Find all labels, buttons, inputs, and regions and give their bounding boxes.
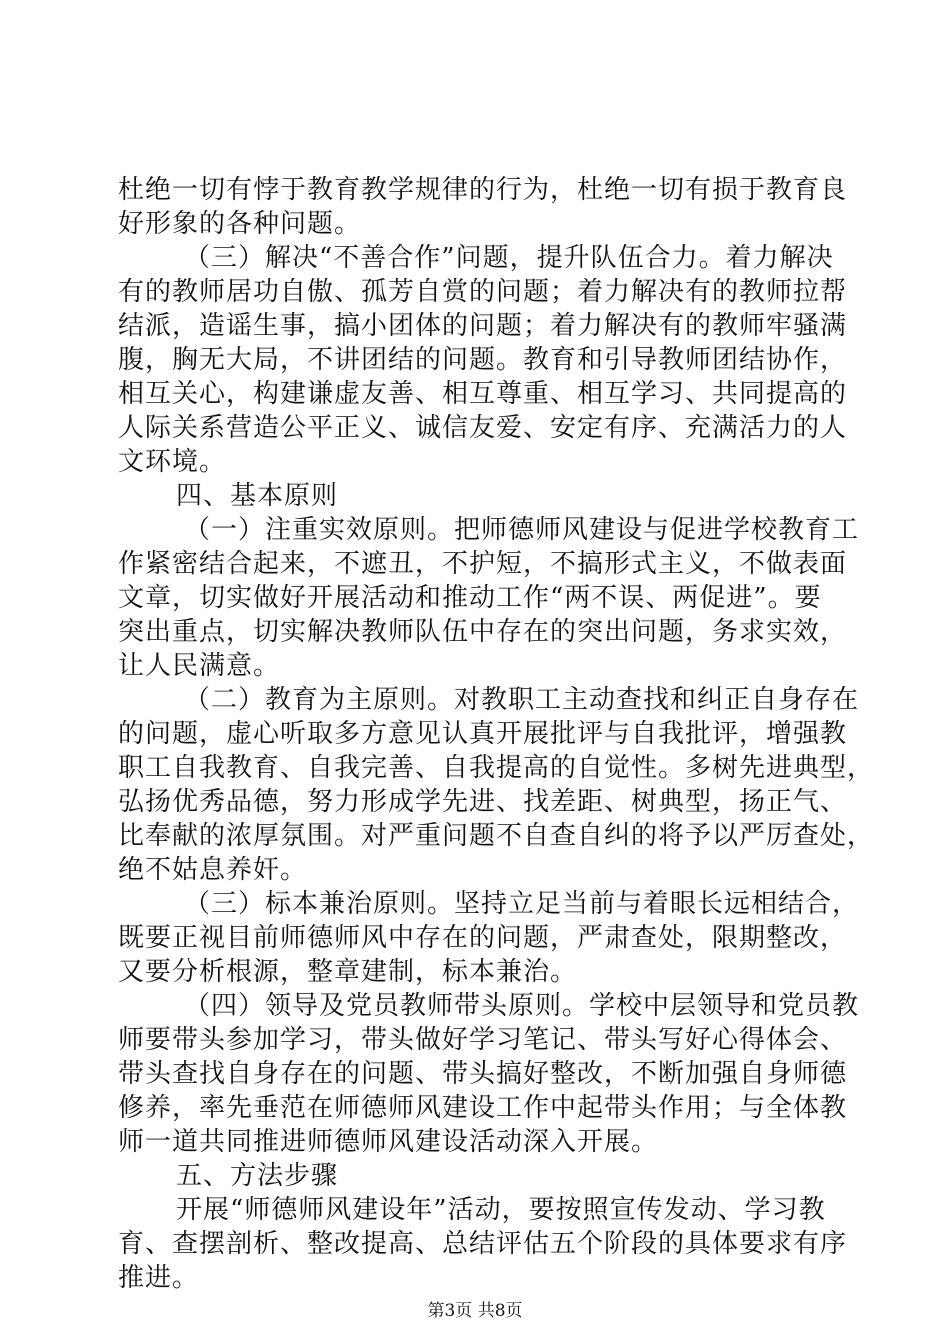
text-line: 文章，切实做好开展活动和推动工作“两不误、两促进”。要 <box>118 583 822 613</box>
text-line: 既要正视目前师德师风中存在的问题，严肃查处，限期整改， <box>118 923 848 953</box>
text-line: 杜绝一切有悖于教育教学规律的行为，杜绝一切有损于教育良 <box>118 175 848 205</box>
text-line: 育、查摆剖析、整改提高、总结评估五个阶段的具体要求有序 <box>118 1229 848 1259</box>
text-line: 师要带头参加学习，带头做好学习笔记、带头写好心得体会、 <box>118 1025 848 1055</box>
text-line: 好形象的各种问题。 <box>118 209 362 239</box>
section-heading: （一）注重实效原则。把师德师风建设与促进学校教育工 <box>184 515 860 545</box>
text-line: 腹，胸无大局，不讲团结的问题。教育和引导教师团结协作， <box>118 345 848 375</box>
page-number-footer: 第3页 共8页 <box>427 1301 523 1321</box>
section-heading: （三）解决“不善合作”问题，提升队伍合力。着力解决 <box>184 243 834 273</box>
text-line: 有的教师居功自傲、孤芳自赏的问题；着力解决有的教师拉帮 <box>118 277 848 307</box>
section-heading: 四、基本原则 <box>176 481 339 511</box>
text-line: 推进。 <box>118 1263 200 1293</box>
text-line: 的问题，虚心听取多方意见认真开展批评与自我批评，增强教 <box>118 719 848 749</box>
text-line: 结派，造谣生事，搞小团体的问题；着力解决有的教师牢骚满 <box>118 311 848 341</box>
text-line: 比奉献的浓厚氛围。对严重问题不自查自纠的将予以严厉查处， <box>118 821 875 851</box>
section-heading: （二）教育为主原则。对教职工主动查找和纠正自身存在 <box>184 685 860 715</box>
section-heading: （四）领导及党员教师带头原则。学校中层领导和党员教 <box>184 991 860 1021</box>
text-line: 相互关心，构建谦虚友善、相互尊重、相互学习、共同提高的 <box>118 379 848 409</box>
text-line: 师一道共同推进师德师风建设活动深入开展。 <box>118 1127 659 1157</box>
text-line: 修养，率先垂范在师德师风建设工作中起带头作用；与全体教 <box>118 1093 848 1123</box>
text-line: 作紧密结合起来，不遮丑，不护短，不搞形式主义，不做表面 <box>118 549 848 579</box>
text-line: 带头查找自身存在的问题、带头搞好整改，不断加强自身师德 <box>118 1059 848 1089</box>
text-line: 绝不姑息养奸。 <box>118 855 308 885</box>
section-heading: 五、方法步骤 <box>176 1161 339 1191</box>
text-line: 让人民满意。 <box>118 651 281 681</box>
text-line: 突出重点，切实解决教师队伍中存在的突出问题，务求实效， <box>118 617 848 647</box>
text-line: 文环境。 <box>118 447 227 477</box>
text-line: 弘扬优秀品德，努力形成学先进、找差距、树典型，扬正气、 <box>118 787 848 817</box>
text-line: 人际关系营造公平正义、诚信友爱、安定有序、充满活力的人 <box>118 413 848 443</box>
text-line: 职工自我教育、自我完善、自我提高的自觉性。多树先进典型， <box>118 753 875 783</box>
section-heading: （三）标本兼治原则。坚持立足当前与着眼长远相结合， <box>184 889 860 919</box>
text-line: 又要分析根源，整章建制，标本兼治。 <box>118 957 578 987</box>
text-line: 开展“师德师风建设年”活动，要按照宣传发动、学习教 <box>176 1195 826 1225</box>
